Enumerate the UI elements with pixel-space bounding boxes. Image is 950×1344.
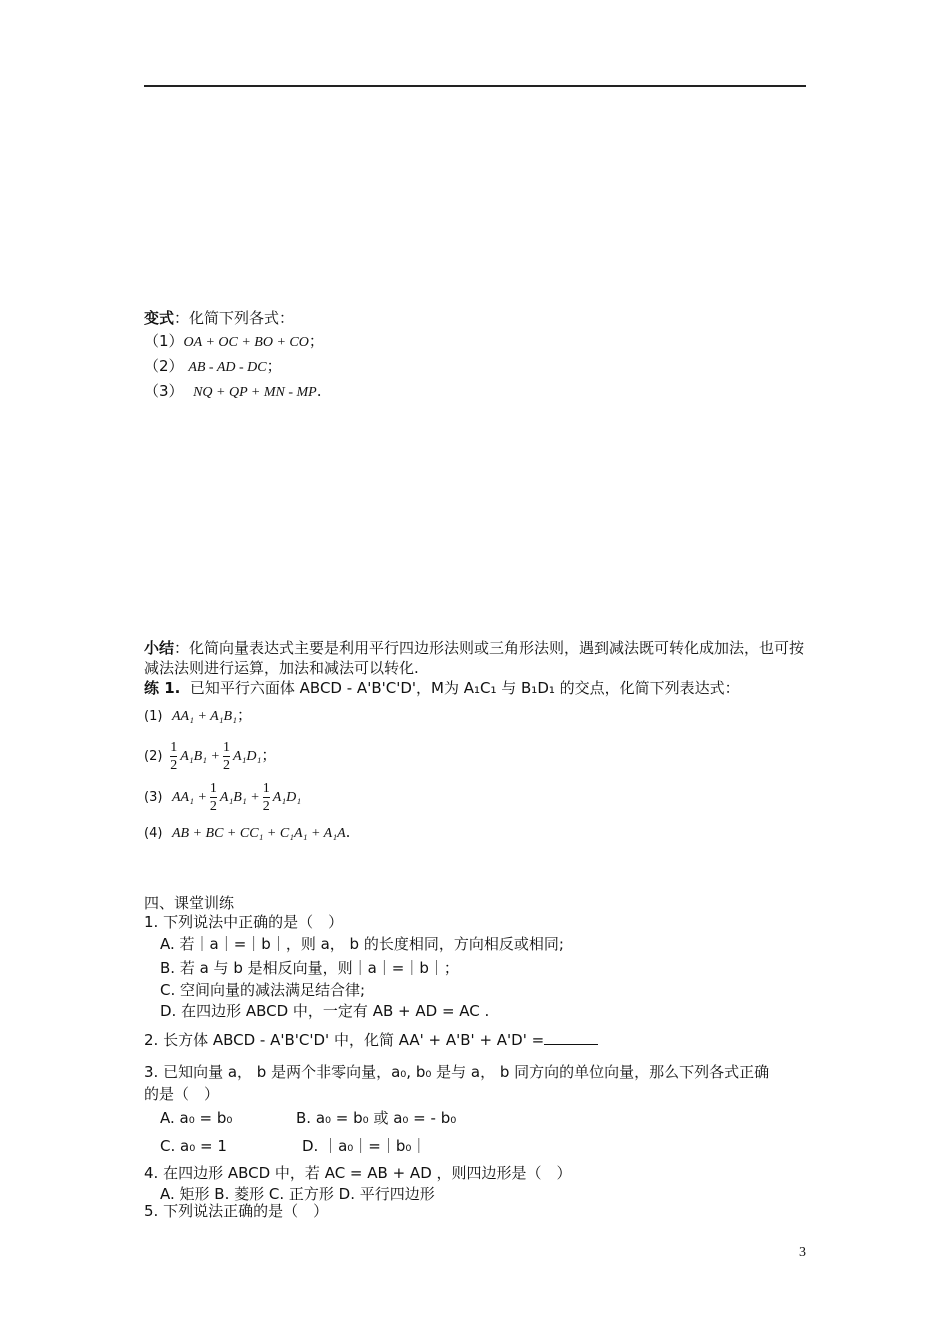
q4-stem: 4. 在四边形 ABCD 中，若 AC = AB + AD ，则四边形是（ ）	[144, 1164, 572, 1182]
summary-title: 小结	[144, 639, 175, 657]
q2-stem: 2. 长方体 ABCD - A'B'C'D' 中，化简 AA' + A'B' + A'D' =	[144, 1030, 598, 1050]
practice-item-3: (3) AA₁ + $\frac{1}{2}$ A₁B₁ + $\frac{1}{2}$ A₁D₁	[144, 780, 302, 814]
practice-text: 已知平行六面体 ABCD - A'B'C'D'，M为 A₁C₁ 与 B₁D₁ 的交点，化简下列表达式：	[189, 679, 740, 697]
fraction: $\frac{1}{2}$	[223, 739, 230, 773]
practice-heading	[144, 678, 740, 698]
variant-intro: ：化简下列各式：	[174, 309, 295, 327]
variant-heading	[144, 308, 294, 328]
page-number: 3	[799, 1245, 806, 1260]
practice-item-4: (4) AB + BC + CC₁ + C₁A₁ + A₁A.	[144, 823, 351, 841]
variant-expr-3: NQ + QP + MN - MP	[193, 385, 317, 400]
variant-item-1: （1）OA + OC + BO + CO；	[144, 332, 324, 350]
variant-item-2: （2） AB - AD - DC；	[144, 357, 282, 375]
practice-item-1: (1) AA₁ + A₁B₁；	[144, 706, 252, 724]
q1-option-c: C. 空间向量的减法满足结合律;	[160, 981, 366, 999]
fraction: $\frac{1}{2}$	[209, 780, 217, 814]
summary-paragraph	[144, 638, 810, 678]
variant-item-3: （3） NQ + QP + MN - MP.	[144, 382, 322, 400]
q3-option-d: D. ｜a₀｜=｜b₀｜	[302, 1137, 427, 1155]
header-rule	[144, 85, 806, 87]
q1-option-a: A. 若｜a｜=｜b｜，则 a， b 的长度相同，方向相反或相同;	[160, 935, 564, 953]
q1-option-d: D. 在四边形 ABCD 中，一定有 AB + AD = AC .	[160, 1002, 490, 1020]
practice-item-2: (2) $\frac{1}{2}$ A₁B₁ + $\frac{1}{2}$ A₁D₁；	[144, 739, 277, 773]
fraction: $\frac{1}{2}$	[262, 780, 270, 814]
variant-expr-1: OA + OC + BO + CO	[183, 335, 309, 350]
summary-text: ：化简向量表达式主要是利用平行四边形法则或三角形法则，遇到减法既可转化成加法，也可按减法法则进行运算，加法和减法可以转化.	[144, 639, 805, 677]
q4-options: A. 矩形 B. 菱形 C. 正方形 D. 平行四边形	[160, 1185, 435, 1203]
q3-option-c: C. a₀ = 1	[160, 1137, 227, 1155]
q3-option-b: B. a₀ = b₀ 或 a₀ = - b₀	[296, 1109, 457, 1127]
training-heading: 四、课堂训练	[144, 894, 235, 912]
variant-title: 变式	[144, 309, 175, 327]
fraction: $\frac{1}{2}$	[170, 739, 178, 773]
practice-title: 练 1.	[144, 679, 181, 697]
q3-stem: 3. 已知向量 a， b 是两个非零向量，a₀, b₀ 是与 a， b 同方向的单位向量，那么下列各式正确	[144, 1063, 770, 1081]
q5-stem: 5. 下列说法正确的是（ ）	[144, 1202, 329, 1220]
q1-option-b: B. 若 a 与 b 是相反向量，则｜a｜=｜b｜；	[160, 959, 459, 977]
q3-option-a: A. a₀ = b₀	[160, 1109, 233, 1127]
q1-stem: 1. 下列说法中正确的是（ ）	[144, 913, 344, 931]
variant-expr-2: AB - AD - DC	[188, 360, 267, 375]
answer-blank	[544, 1030, 598, 1045]
q3-stem-cont: 的是（ ）	[144, 1085, 220, 1103]
